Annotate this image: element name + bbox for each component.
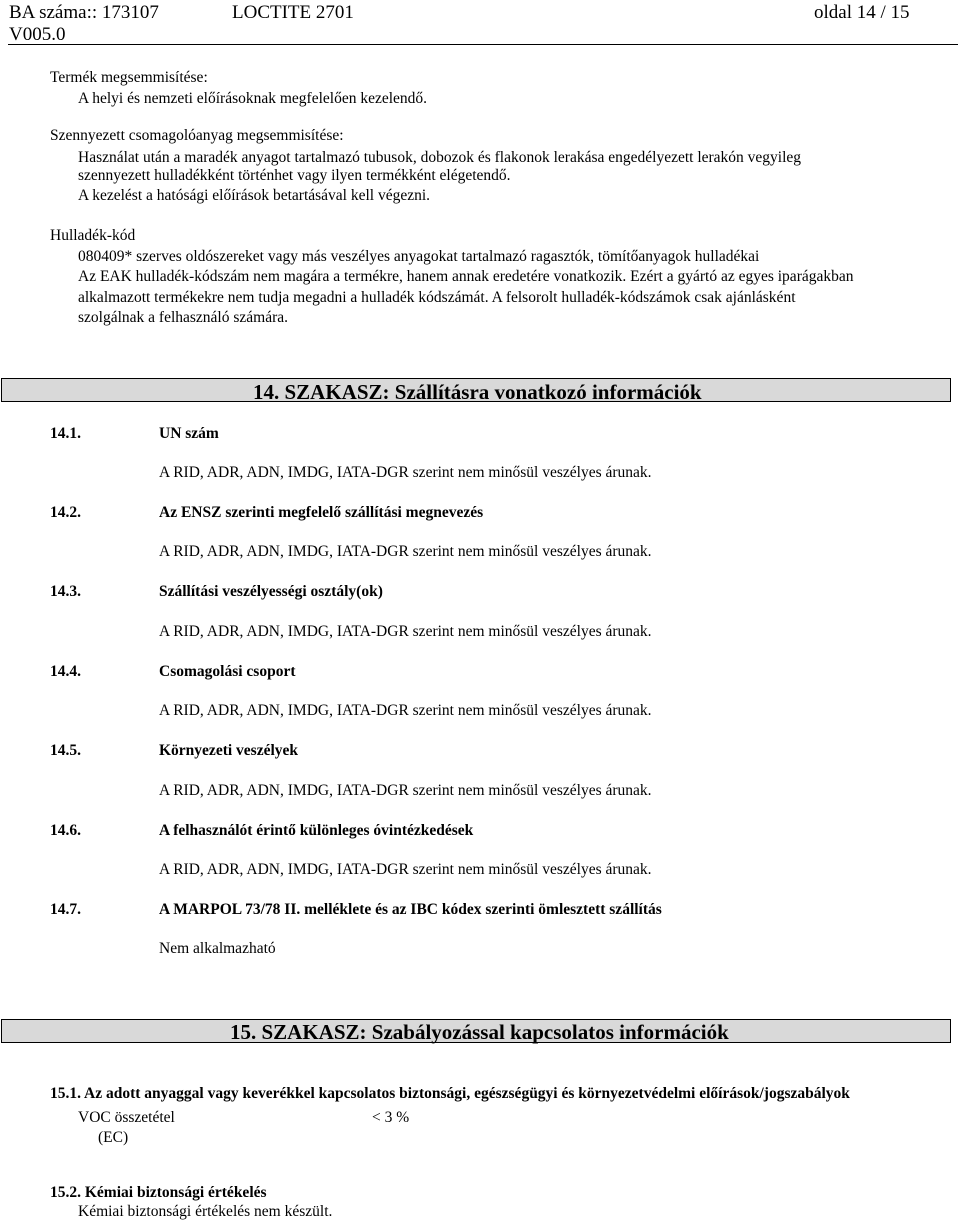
item-14-7-label: A MARPOL 73/78 II. melléklete és az IBC kódex szerinti ömlesztett szállítás — [159, 901, 662, 918]
item-14-4-value: A RID, ADR, ADN, IMDG, IATA-DGR szerint nem minősül veszélyes árunak. — [159, 702, 652, 719]
ba-number: 173107 — [101, 2, 159, 23]
item-14-1-value: A RID, ADR, ADN, IMDG, IATA-DGR szerint nem minősül veszélyes árunak. — [159, 464, 652, 481]
item-14-2-label: Az ENSZ szerinti megfelelő szállítási megnevezés — [159, 504, 484, 521]
item-14-6-label: A felhasználót érintő különleges óvintézkedések — [159, 822, 474, 839]
item-14-3-label: Szállítási veszélyességi osztály(ok) — [159, 583, 383, 600]
waste-code-line3: alkalmazott termékekre nem tudja megadni a hulladék kódszámát. A felsorolt hulladék-kódszámok csak ajánlásként — [78, 289, 796, 306]
product-disposal-text: A helyi és nemzeti előírásoknak megfelelően kezelendő. — [78, 90, 428, 107]
section-15-title: 15. SZAKASZ: Szabályozással kapcsolatos információk — [230, 1020, 729, 1044]
page-number: oldal 14 / 15 — [814, 2, 910, 23]
item-14-5-label: Környezeti veszélyek — [159, 742, 299, 759]
section-14-title: 14. SZAKASZ: Szállításra vonatkozó információk — [253, 380, 702, 404]
item-14-4-number: 14.4. — [50, 663, 81, 680]
section-15-1-heading: 15.1. Az adott anyaggal vagy keverékkel kapcsolatos biztonsági, egészségügyi és környezetvédelmi előírások/jogszabályok — [50, 1085, 850, 1102]
waste-code-line1: 080409* szerves oldószereket vagy más veszélyes anyagokat tartalmazó ragasztók, tömítőanyagok hulladékai — [78, 248, 760, 265]
waste-code-heading: Hulladék-kód — [50, 227, 136, 244]
voc-label: VOC összetétel — [78, 1109, 175, 1126]
product-name: LOCTITE 2701 — [232, 2, 354, 23]
section-15-2-heading: 15.2. Kémiai biztonsági értékelés — [50, 1184, 267, 1201]
item-14-6-value: A RID, ADR, ADN, IMDG, IATA-DGR szerint nem minősül veszélyes árunak. — [159, 861, 652, 878]
packaging-text-line3: A kezelést a hatósági előírások betartásával kell végezni. — [78, 187, 431, 204]
waste-code-line2: Az EAK hulladék-kódszám nem magára a termékre, hanem annak eredetére vonatkozik. Ezért a gyártó az egyes iparágakban — [78, 268, 854, 285]
packaging-text-line1: Használat után a maradék anyagot tartalmazó tubusok, dobozok és flakonok lerakása engedélyezett lerakón vegyileg — [78, 149, 802, 166]
item-14-2-value: A RID, ADR, ADN, IMDG, IATA-DGR szerint nem minősül veszélyes árunak. — [159, 543, 652, 560]
item-14-2-number: 14.2. — [50, 504, 81, 521]
item-14-6-number: 14.6. — [50, 822, 81, 839]
item-14-1-number: 14.1. — [50, 425, 81, 442]
item-14-7-value: Nem alkalmazható — [159, 940, 276, 957]
item-14-5-value: A RID, ADR, ADN, IMDG, IATA-DGR szerint nem minősül veszélyes árunak. — [159, 782, 652, 799]
header-divider — [8, 44, 958, 45]
section-15-2-text: Kémiai biztonsági értékelés nem készült. — [78, 1203, 333, 1220]
voc-value: < 3 % — [372, 1109, 410, 1126]
item-14-3-value: A RID, ADR, ADN, IMDG, IATA-DGR szerint nem minősül veszélyes árunak. — [159, 623, 652, 640]
version: V005.0 — [9, 24, 66, 45]
voc-label-ec: (EC) — [98, 1129, 129, 1146]
packaging-disposal-heading: Szennyezett csomagolóanyag megsemmisítése: — [50, 127, 344, 144]
item-14-4-label: Csomagolási csoport — [159, 663, 296, 680]
ba-number-label: BA száma:: 173107 — [9, 2, 159, 23]
item-14-1-label: UN szám — [159, 425, 219, 442]
item-14-7-number: 14.7. — [50, 901, 81, 918]
item-14-3-number: 14.3. — [50, 583, 81, 600]
product-disposal-heading: Termék megsemmisítése: — [50, 69, 208, 86]
packaging-text-line2: szennyezett hulladékként történhet vagy ilyen termékként elégetendő. — [78, 167, 511, 184]
item-14-5-number: 14.5. — [50, 742, 81, 759]
waste-code-line4: szolgálnak a felhasználó számára. — [78, 309, 289, 326]
